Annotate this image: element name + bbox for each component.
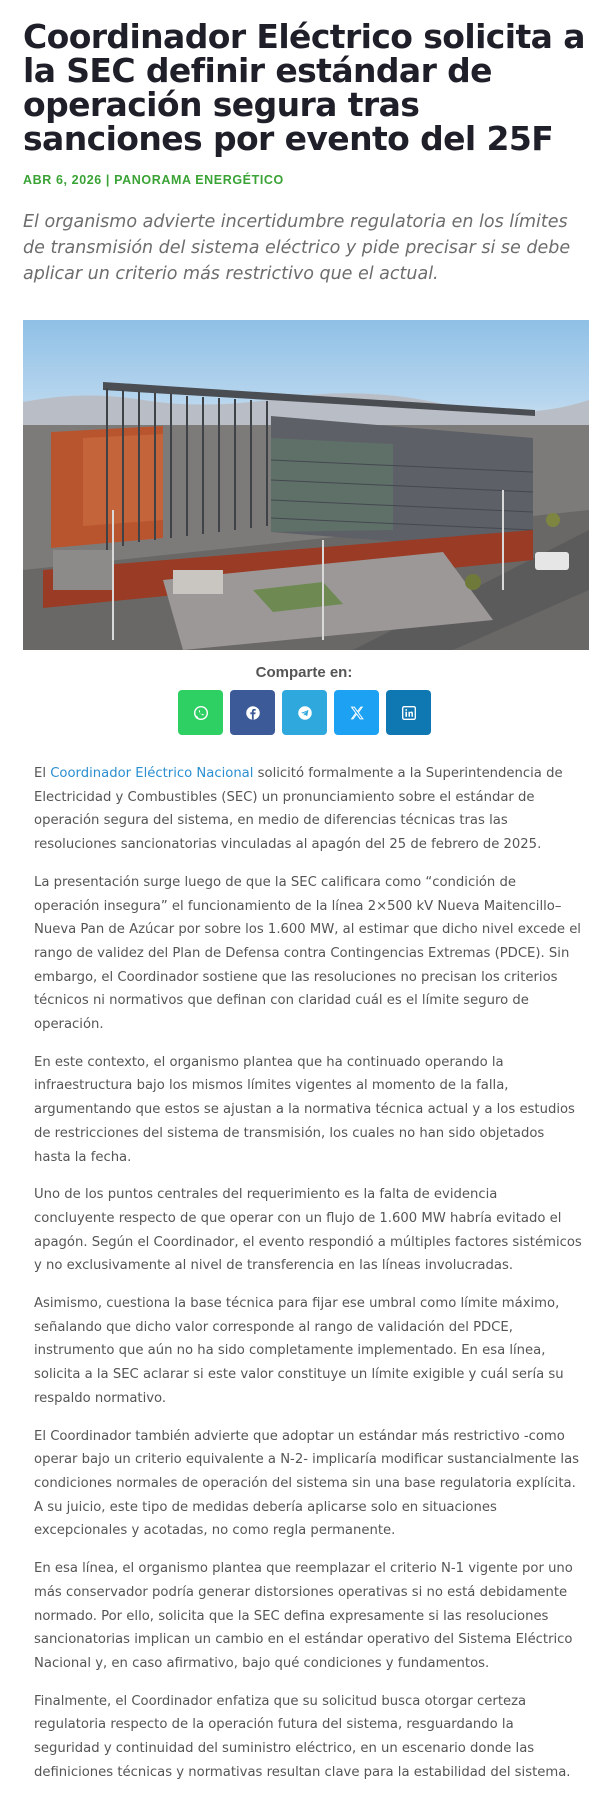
telegram-icon [296, 704, 314, 722]
building-photo [23, 320, 589, 650]
facebook-icon [244, 704, 262, 722]
whatsapp-icon [192, 704, 210, 722]
paragraph-3: En este contexto, el organismo plantea que ha continuado operando la infraestructura bajo los mismos límites vigentes al momento de la falla, argumentando que estos se ajustan a la normativa técnica actual y a los estudios de restricciones del sistema de transmisión, los cuales no han sido objetados hasta la fecha. [34, 1054, 575, 1165]
coordinador-link[interactable]: Coordinador Eléctrico Nacional [50, 766, 254, 781]
article-meta: ABR 6, 2026 | PANORAMA ENERGÉTICO [23, 173, 284, 187]
share-whatsapp-button[interactable] [178, 690, 223, 735]
share-buttons [178, 690, 431, 735]
hero-image [23, 320, 589, 650]
x-icon [348, 704, 366, 722]
article-subtitle: El organismo advierte incertidumbre regulatoria en los límites de transmisión del sistema eléctrico y pide precisar si se debe aplicar un criterio más restrictivo que el actual. [23, 212, 571, 284]
share-telegram-button[interactable] [282, 690, 327, 735]
paragraph-2: La presentación surge luego de que la SEC calificara como “condición de operación insegura” el funcionamiento de la línea 2×500 kV Nueva Maitencillo–Nueva Pan de Azúcar por sobre los 1.600 MW, al estimar que dicho nivel excede el rango de validez del Plan de Defensa contra Contingencias Extremas (PDCE). Sin embargo, el Coordinador sostiene que las resoluciones no precisan los criterios técnicos ni normativos que definan con claridad cuál es el límite seguro de operación. [34, 874, 581, 1033]
paragraph-text: El [34, 766, 51, 781]
paragraph-4: Uno de los puntos centrales del requerimiento es la falta de evidencia concluyente respecto de que operar con un flujo de 1.600 MW habría evitado el apagón. Según el Coordinador, el evento respondió a múltiples factores sistémicos y no exclusivamente al nivel de transferencia en las líneas involucradas. [34, 1187, 582, 1274]
paragraph-8: Finalmente, el Coordinador enfatiza que su solicitud busca otorgar certeza regulatoria respecto de la operación futura del sistema, resguardando la seguridad y continuidad del suministro eléctrico, en un escenario donde las definiciones técnicas y normativas resultan clave para la estabilidad del sistema. [34, 1693, 571, 1780]
share-label: Comparte en: [255, 664, 353, 681]
share-facebook-button[interactable] [230, 690, 275, 735]
paragraph-5: Asimismo, cuestiona la base técnica para fijar ese umbral como límite máximo, señalando que dicho valor corresponde al rango de validación del PDCE, instrumento que aún no ha sido completamente implementado. En esa línea, solicita a la SEC aclarar si este valor constituye un límite exigible y cuál sería su respaldo normativo. [34, 1296, 564, 1406]
paragraph-1 [34, 762, 582, 857]
article-title: Coordinador Eléctrico solicita a la SEC definir estándar de operación segura tras sanciones por evento del 25F [23, 17, 585, 158]
share-x-button[interactable] [334, 690, 379, 735]
paragraph-6: El Coordinador también advierte que adoptar un estándar más restrictivo -como operar bajo un criterio equivalente a N-2- implicaría modificar sustancialmente las condiciones normales de operación del sistema sin una base regulatoria explícita. A su juicio, este tipo de medidas debería aplicarse solo en situaciones excepcionales y acotadas, no como regla permanente. [34, 1428, 580, 1539]
article-body [34, 762, 582, 1798]
paragraph-text: solicitó formalmente a la Superintendencia de Electricidad y Combustibles (SEC) un pronunciamiento sobre el estándar de operación segura del sistema, en medio de diferencias técnicas tras las resoluciones sancionatorias vinculadas al apagón del 25 de febrero de 2025. [34, 766, 563, 853]
share-linkedin-button[interactable] [386, 690, 431, 735]
paragraph-7: En esa línea, el organismo plantea que reemplazar el criterio N-1 vigente por uno más conservador podría generar distorsiones operativas si no está debidamente normado. Por ello, solicita que la SEC defina expresamente si las resoluciones sancionatorias implican un cambio en el estándar operativo del Sistema Eléctrico Nacional y, en caso afirmativo, bajo qué condiciones y fundamentos. [34, 1561, 573, 1671]
linkedin-icon [400, 704, 418, 722]
